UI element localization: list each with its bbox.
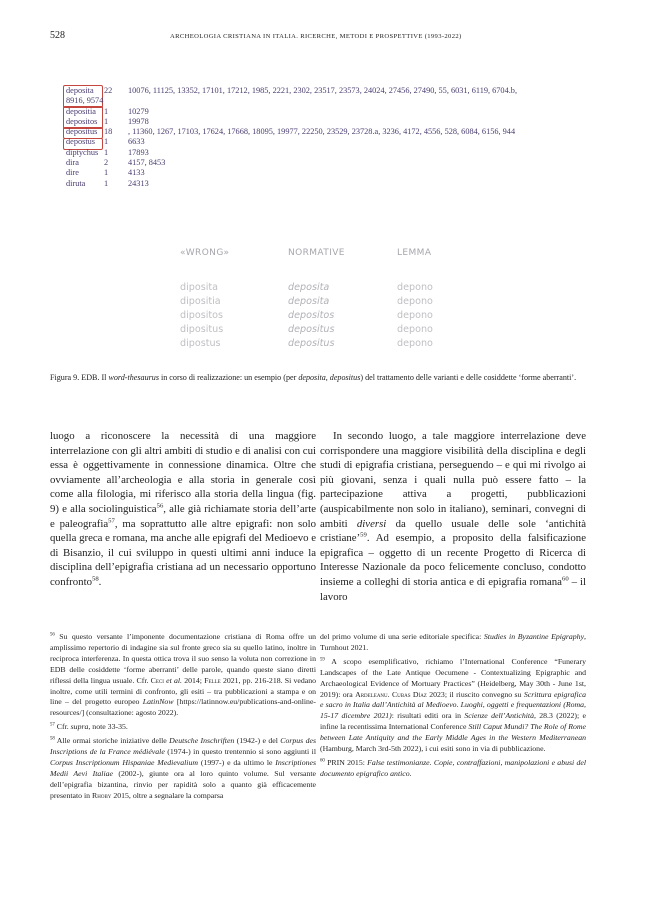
page-number: 528 xyxy=(50,30,65,41)
footnote-text: PRIN 2015: xyxy=(324,757,368,767)
footnote-number: 57 xyxy=(50,722,55,728)
footnote-italic: Deutsche Inschriften xyxy=(169,736,235,746)
footnote-60 xyxy=(320,758,586,780)
footnote-text: 2021, pp. 216-218. Si vedano inoltre, come utili termini di confronto, gli esiti – tra pubblicazioni a stampa e on line – del progetto europeo xyxy=(50,675,316,707)
body-paragraph xyxy=(320,429,586,604)
footnote-text: : risultati editi ora in xyxy=(391,711,465,721)
footnote-italic: Scrittura epigrafica e sacro in Italia dall’Antichità al Medioevo. Luoghi, oggetti e frequentazioni (Roma, 15-17 dicembre 2021) xyxy=(320,689,586,721)
footnote-italic: Corpus des Inscriptions de la France médiévale xyxy=(50,736,316,757)
body-paragraph xyxy=(50,429,316,590)
body-column-left xyxy=(50,429,316,590)
footnote-text: . xyxy=(387,689,392,699)
body-text: , ma soprattutto alle altre epigrafi: non solo quella greca e romana, ma anche alle epigrafi del Medioevo e di Bisanzio, il cui sviluppo in questi ultimi anni induce la disciplina dell’epigrafia cristiana ad un necessario opportuno confronto xyxy=(50,517,317,588)
footnote-text: Cfr. xyxy=(54,722,71,732)
footnote-text: , Turnhout 2021. xyxy=(320,632,586,652)
footnote-ref-59[interactable]: 59 xyxy=(360,531,367,539)
normative-form: depositus xyxy=(288,338,335,349)
footnotes-right xyxy=(320,632,586,783)
wrong-form: dipositos xyxy=(180,310,224,321)
index-word: diptychus xyxy=(66,147,99,157)
footnote-text: [https://latinnow.eu/publications-and-online-resources/] (consultazione: agosto 2022). xyxy=(50,697,316,718)
footnote-number: 59 xyxy=(320,657,325,663)
footnote-ref-58[interactable]: 58 xyxy=(91,575,99,583)
body-text: . xyxy=(98,575,102,588)
caption-mid: in corso di realizzazione: un esempio (per xyxy=(158,373,299,382)
footnote-italic: False testimonianze. Copie, contraffazioni, manipolazioni e abusi del documento epigrafico antico xyxy=(320,757,586,778)
footnote-text: 2023; il riuscito convegno su xyxy=(426,689,524,699)
index-refs: 19978 xyxy=(128,116,149,126)
lemma: depono xyxy=(397,296,433,307)
footnote-italic: Studies in Byzantine Epigraphy xyxy=(483,632,585,641)
footnote-56 xyxy=(50,632,316,719)
footnote-ref-57[interactable]: 57 xyxy=(108,516,115,524)
index-count: 18 xyxy=(104,127,113,137)
footnote-text: (1974-) in questo trentennio si sono aggiunti il xyxy=(164,747,317,757)
index-row xyxy=(66,127,586,137)
footnote-text: (1942-) e del xyxy=(234,736,281,746)
footnote-ref-56[interactable]: 56 xyxy=(156,502,164,510)
footnote-italic: LatinNow xyxy=(142,697,174,707)
footnote-ref-60[interactable]: 60 xyxy=(561,575,569,583)
footnote-italic: Corpus Inscriptionum Hispaniae Medievalium xyxy=(50,757,199,767)
footnote-italic: supra xyxy=(70,722,89,732)
footnote-text: , 28.3 (2022); e infine la recentissima International Conference xyxy=(320,711,586,732)
caption-examples: deposita, depositus xyxy=(298,373,361,382)
body-column-right xyxy=(320,429,586,604)
index-refs: , 11360, 1267, 17103, 17624, 17668, 18095, 19977, 22250, 23529, 23728.a, 3236, 4172, 4556, 528, 6084, 6156, 944 xyxy=(128,127,516,137)
normative-form: deposita xyxy=(288,296,330,307)
footnote-text: . xyxy=(409,768,412,778)
author-name: Ardeleanu xyxy=(355,689,388,699)
index-word: dira xyxy=(66,158,79,168)
index-word: deposita xyxy=(66,86,94,95)
wrong-form: diposita xyxy=(180,282,219,293)
index-row xyxy=(66,117,586,127)
header-wrong: «WRONG» xyxy=(180,248,230,258)
index-refs: 17893 xyxy=(128,147,149,157)
index-row xyxy=(66,148,586,158)
author-name: Rhoby xyxy=(92,790,112,800)
body-text: – il lavoro xyxy=(320,575,586,603)
footnote-text: del primo volume di una serie editoriale specifica: xyxy=(320,632,484,641)
index-refs: 10279 xyxy=(128,106,149,116)
index-word: depositos xyxy=(66,116,98,126)
footnote-text: Su questo versante l’imponente documentazione cristiana di Roma offre un amplissimo repertorio di indagine sia sul fronte greco sia su quello latino, inoltre in reciproca interferenza. In questa ottica trova il suo senso la voluta non correzione in EDB delle cosiddette ‘forme aberranti’ delle parole, quando queste siano diretti riflessi della lingua usuale. Cfr. xyxy=(50,632,316,685)
footnote-number: 60 xyxy=(320,758,325,764)
index-word: diruta xyxy=(66,178,86,188)
caption-term: word-thesaurus xyxy=(108,373,159,382)
footnote-text: (1997-) e da ultimo le xyxy=(198,757,276,767)
footnotes-left xyxy=(50,632,316,805)
body-text: da quello usuale delle sole ‘antichità cristiane’ xyxy=(320,517,586,545)
index-row xyxy=(66,107,586,117)
body-text: , alle già richiamate storia dell’arte e paleografia xyxy=(50,502,316,530)
footnote-italic: Inscriptiones Medii Aevi Italiae xyxy=(50,757,317,778)
index-row xyxy=(66,137,586,147)
footnote-text: , note 33-35. xyxy=(88,722,128,732)
caption-label: Figura 9. EDB. Il xyxy=(50,373,109,382)
lemma: depono xyxy=(397,338,433,349)
lemma: depono xyxy=(397,282,433,293)
running-head: ARCHEOLOGIA CRISTIANA IN ITALIA. RICERCHE, METODI E PROSPETTIVE (1993-2022) xyxy=(170,33,462,40)
footnote-text: Alle ormai storiche iniziative delle xyxy=(54,736,170,746)
author-name: Felle xyxy=(204,675,221,685)
body-text: In secondo luogo, a tale maggiore interrelazione deve corrispondere una maggiore visibilità della disciplina e degli studi di epigrafia cristiana, perseguendo – e qui mi rivolgo ai più giovani, senza i quali nulla può essere fatto – la partecipazione attiva a progetti, pubblicazioni (auspicabilmente non solo in italiano), seminari, convegni di ambiti xyxy=(320,430,586,530)
index-count: 22 xyxy=(104,86,113,95)
index-count: 1 xyxy=(104,137,109,147)
index-refs: 6633 xyxy=(128,137,145,147)
footnote-text: (Hamburg, March 3rd-5th 2022), i cui esiti sono in via di pubblicazione. xyxy=(320,744,546,754)
figure-caption xyxy=(50,372,603,384)
index-count: 1 xyxy=(104,147,109,157)
index-refs: 10076, 11125, 13352, 17101, 17212, 1985, 2221, 2302, 23517, 23573, 24024, 27456, 27490, 55, 6031, 6119, 6704.b, xyxy=(128,86,518,95)
index-word: depositus xyxy=(66,127,98,137)
index-count: 1 xyxy=(104,106,109,116)
footnote-text: 2014; xyxy=(182,675,205,685)
index-refs: 24313 xyxy=(128,178,149,188)
footnote-italic: et al. xyxy=(163,675,182,685)
caption-end: ) del trattamento delle varianti e delle cosiddette ‘forme aberranti’. xyxy=(360,373,577,382)
footnote-57 xyxy=(50,722,316,733)
footnote-58 xyxy=(50,736,316,801)
wrong-form: dipostus xyxy=(180,338,221,349)
index-count: 1 xyxy=(104,168,109,178)
lemma: depono xyxy=(397,324,433,335)
wrong-form: dipositia xyxy=(180,296,221,307)
footnote-text: (2002-), giunte ora al loro quinto volume. Sul versante dell’epigrafia bizantina, rinvio per rapidità solo a quanto già efficacemente presentato in xyxy=(50,768,316,800)
index-count: 2 xyxy=(104,158,109,168)
lemma: depono xyxy=(397,310,433,321)
index-word: 8916, 9574 xyxy=(66,96,104,106)
footnote-number: 56 xyxy=(50,632,55,638)
index-word: depositia xyxy=(66,106,96,116)
footnote-59 xyxy=(320,657,586,755)
footnote-italic: Scienze dell’Antichità xyxy=(464,711,534,721)
header-lemma: LEMMA xyxy=(397,248,432,258)
normative-form: depositos xyxy=(288,310,335,321)
index-count: 1 xyxy=(104,116,109,126)
index-row xyxy=(66,86,586,96)
index-rows xyxy=(66,86,586,189)
footnote-text: A scopo esemplificativo, richiamo l’International Conference “Funerary Landscapes of the Late Antique Oecumene - Contextualizing Epigraphic and Archaeological Evidence of Mortuary Practices” (Heidelberg, May 30th - June 1st, 2019): ora xyxy=(320,656,586,699)
normative-form: deposita xyxy=(288,282,330,293)
body-emphasis: diversi xyxy=(356,517,387,530)
index-row xyxy=(66,158,586,168)
figure-index-table xyxy=(66,86,586,189)
index-count: 1 xyxy=(104,178,109,188)
footnote-number: 58 xyxy=(50,736,55,742)
index-word: depostus xyxy=(66,137,96,147)
body-text: . Ad esempio, a proposito della falsificazione epigrafica – oggetto di un recente Progetto di Ricerca di Interesse Nazionale da poco felicemente concluso, condotto insieme a colleghi di storia antica e di epigrafia romana xyxy=(320,532,586,588)
author-name: Ceci xyxy=(150,675,164,685)
index-row xyxy=(66,168,586,178)
wrong-form: dipositus xyxy=(180,324,224,335)
body-text: luogo a riconoscere la necessità di una maggiore interrelazione con gli altri ambiti di studio e di analisi con cui essa è oggettivamente in connessione dinamica. Oltre che ovviamente all’archeologia e alla storia in generale così come alla filologia, mi riferisco alla storia della lingua (fig. 9) e alla sociolinguistica xyxy=(50,430,316,515)
author-name: Cubas Díaz xyxy=(391,689,427,699)
index-refs: 4133 xyxy=(128,168,145,178)
index-refs: 4157, 8453 xyxy=(128,158,166,168)
normative-form: depositus xyxy=(288,324,335,335)
footnote-italic: Still Caput Mundi? The Role of Rome between Late Antiquity and the Early Middle Ages in the Western Mediterranean xyxy=(320,722,586,743)
footnote-text: 2015, oltre a segnalare la comparsa xyxy=(111,790,224,800)
footnote-58-continued xyxy=(320,632,586,654)
index-row xyxy=(66,179,586,189)
index-word: dire xyxy=(66,168,79,178)
index-row xyxy=(66,96,586,106)
header-normative: NORMATIVE xyxy=(288,248,345,258)
